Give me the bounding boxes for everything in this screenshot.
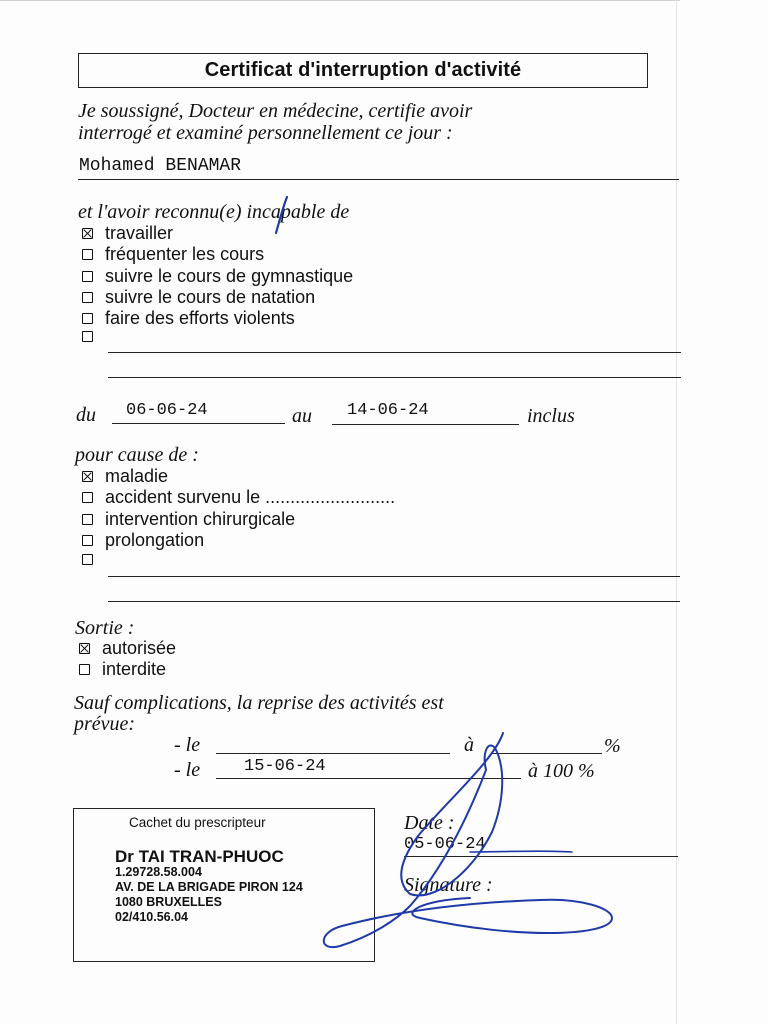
period-from-label: du xyxy=(76,404,96,426)
resume-row2-prefix: - le xyxy=(174,759,201,781)
resume-row1-percent: % xyxy=(604,735,621,757)
period-to-date[interactable]: 14-06-24 xyxy=(347,401,429,420)
stamp-doctor-name: Dr TAI TRAN-PHUOC xyxy=(115,847,284,866)
stamp-phone: 02/410.56.04 xyxy=(115,910,188,924)
option-label: suivre le cours de gymnastique xyxy=(105,266,354,286)
option-label: prolongation xyxy=(105,530,205,550)
date-ink-stroke xyxy=(470,851,572,852)
period-to-label: au xyxy=(292,405,312,427)
resume-text-line1: Sauf complications, la reprise des activités est xyxy=(74,692,444,714)
option-label: accident survenu le .......................... xyxy=(105,487,396,507)
resume-row2-date[interactable]: 15-06-24 xyxy=(244,757,326,776)
option-label: intervention chirurgicale xyxy=(105,509,296,529)
handwritten-signature xyxy=(324,733,612,947)
date-value[interactable]: 05-06-24 xyxy=(404,835,486,854)
stamp-caption: Cachet du prescripteur xyxy=(129,815,266,830)
exit-label: Sortie : xyxy=(75,617,135,639)
stamp-address: AV. DE LA BRIGADE PIRON 124 xyxy=(115,880,303,894)
option-label: maladie xyxy=(105,466,169,486)
period-from-date[interactable]: 06-06-24 xyxy=(126,401,208,420)
certificate-title: Certificat d'interruption d'activité xyxy=(78,53,648,88)
intro-text-line2: interrogé et examiné personnellement ce jour : xyxy=(78,122,453,144)
option-label: faire des efforts violents xyxy=(105,308,295,328)
option-label: fréquenter les cours xyxy=(105,244,265,264)
resume-row2-percent: à 100 % xyxy=(528,760,595,782)
resume-row1-prefix: - le xyxy=(174,734,201,756)
intro-text-line1: Je soussigné, Docteur en médecine, certifie avoir xyxy=(78,100,473,122)
option-label: autorisée xyxy=(102,638,177,658)
date-label: Date : xyxy=(404,812,455,834)
reconnu-e-ink-mark xyxy=(276,197,287,233)
signature-label: Signature : xyxy=(404,874,493,896)
stamp-city: 1080 BRUXELLES xyxy=(115,895,222,909)
option-label: interdite xyxy=(102,659,167,679)
period-inclusive-label: inclus xyxy=(527,405,575,427)
cause-label: pour cause de : xyxy=(75,444,199,466)
incapable-label: et l'avoir reconnu(e) incapable de xyxy=(78,201,350,223)
option-label: suivre le cours de natation xyxy=(105,287,316,307)
resume-row1-a: à xyxy=(464,734,474,756)
resume-text-line2: prévue: xyxy=(74,713,136,735)
patient-name-field[interactable]: Mohamed BENAMAR xyxy=(79,156,242,176)
stamp-inami-number: 1.29728.58.004 xyxy=(115,865,202,879)
option-label: travailler xyxy=(105,223,174,243)
